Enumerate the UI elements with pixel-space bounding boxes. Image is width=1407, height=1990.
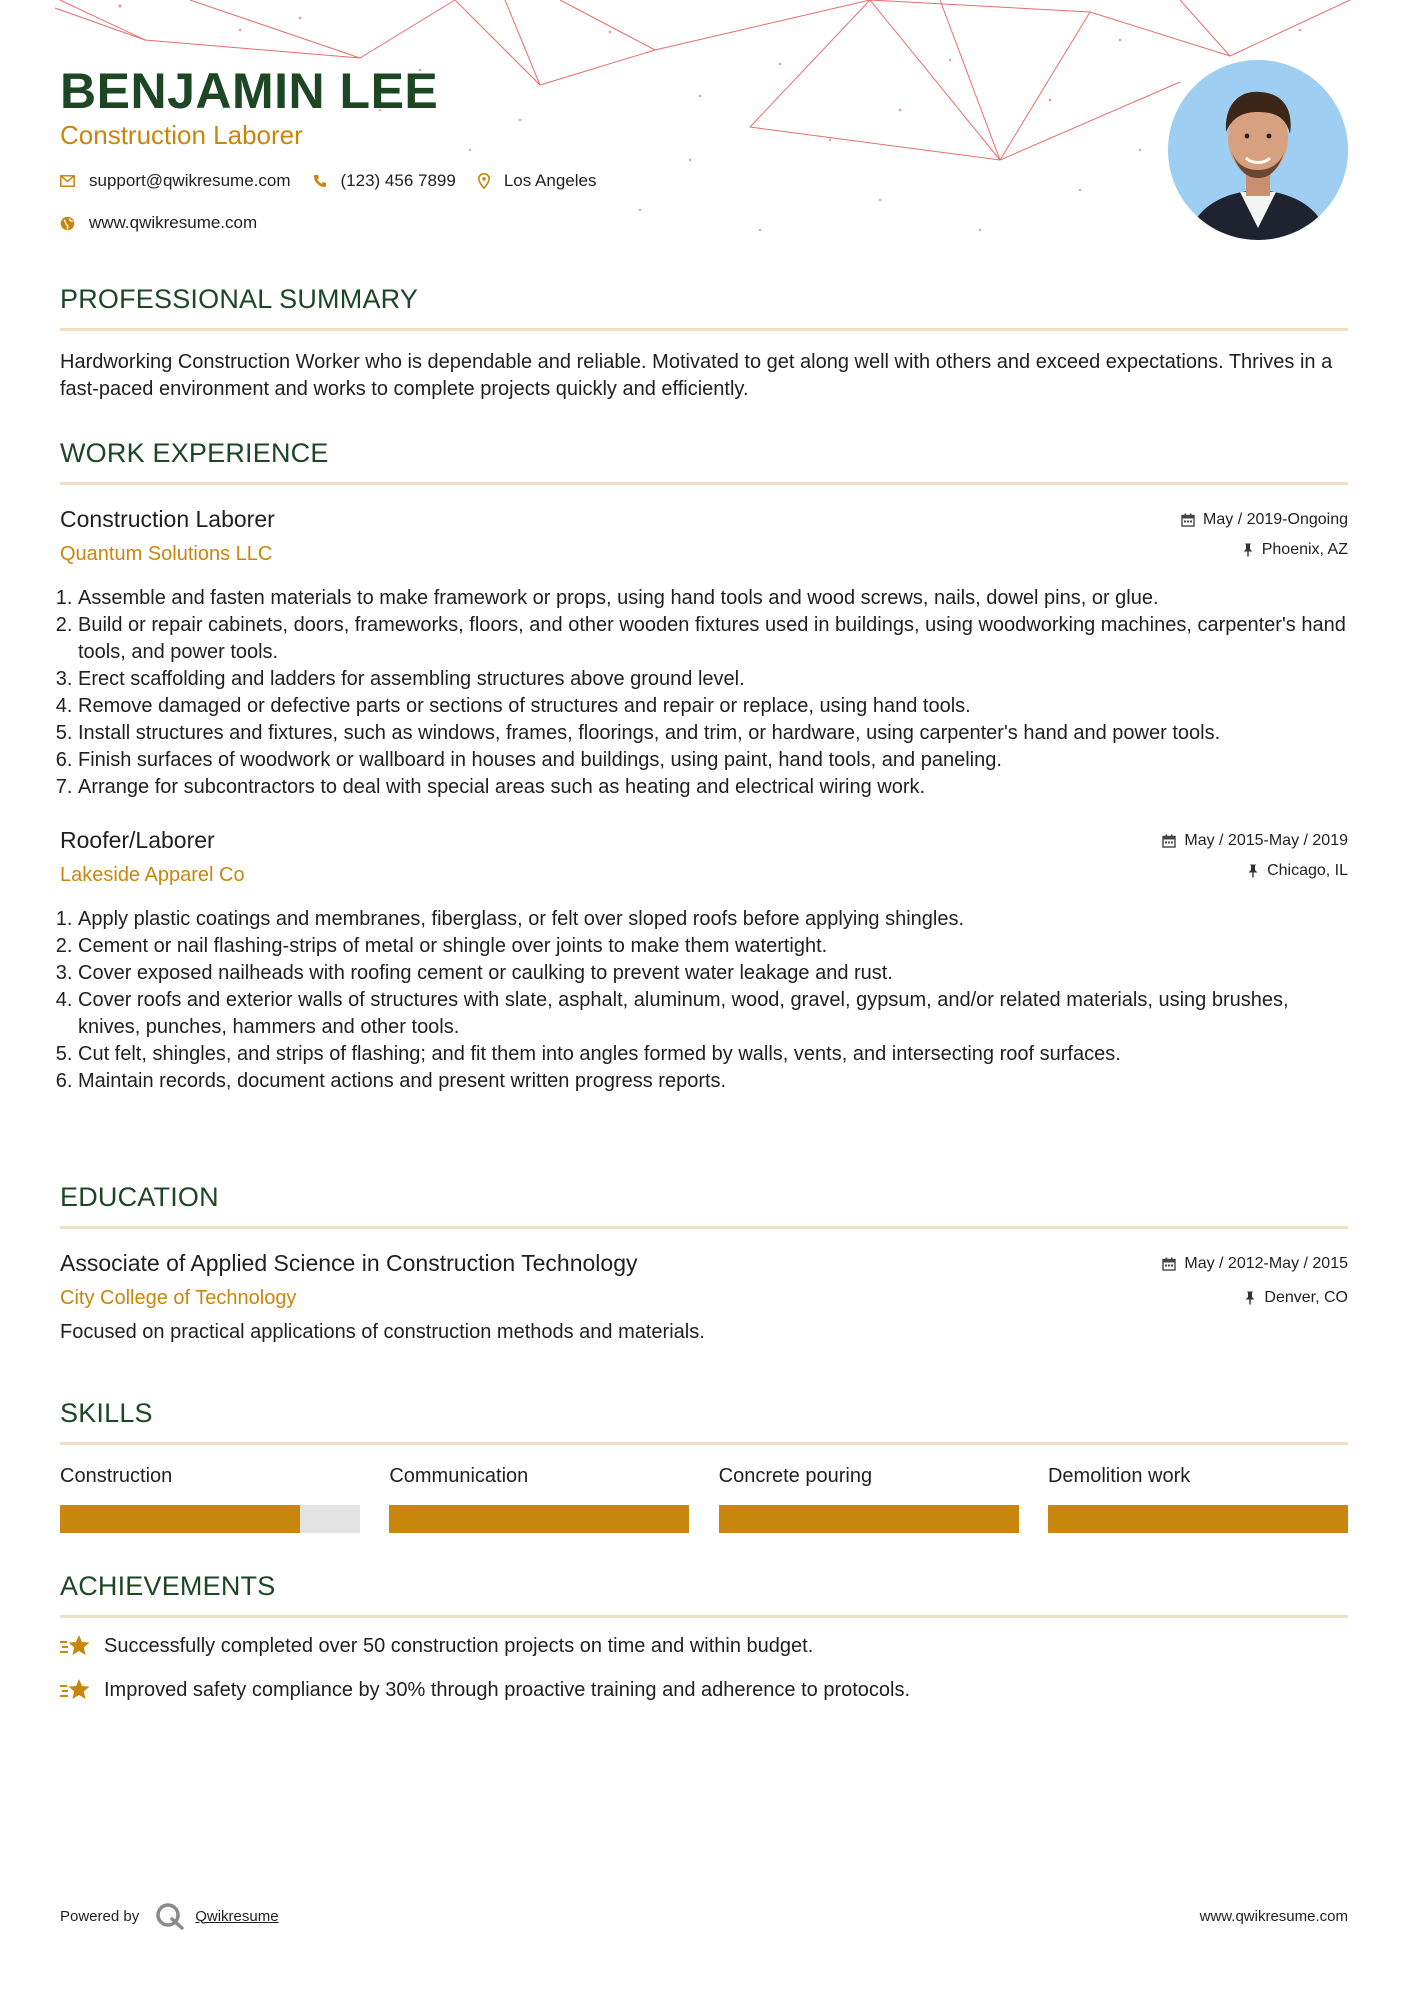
map-pin-icon xyxy=(478,173,490,189)
pushpin-icon xyxy=(1244,1291,1256,1305)
education-date xyxy=(1162,1253,1348,1275)
contact-email-text: support@qwikresume.com xyxy=(89,171,291,190)
education-degree: Associate of Applied Science in Construction Technology xyxy=(60,1250,638,1276)
skill-level-bar xyxy=(60,1505,360,1533)
list-item: 3. Erect scaffolding and ladders for assembling structures above ground level. xyxy=(78,666,1348,693)
list-item: 4. Remove damaged or defective parts or sections of structures and repair or replace, using hand tools. xyxy=(78,693,1348,720)
education-location-text: Denver, CO xyxy=(1264,1289,1348,1306)
skill-level-bar xyxy=(1048,1505,1348,1533)
section-heading-skills: SKILLS xyxy=(60,1398,153,1428)
list-item: 4. Cover roofs and exterior walls of structures with slate, asphalt, aluminum, wood, gravel, gypsum, and/or related materials, using brushes, knives, punches, hammers and other tools. xyxy=(78,987,1348,1041)
job-location xyxy=(1242,539,1348,561)
star-achievement-icon xyxy=(60,1677,92,1703)
job-date xyxy=(1162,830,1348,852)
contact-phone-text: (123) 456 7899 xyxy=(340,171,456,190)
job-duties-list xyxy=(60,585,1348,801)
contact-email[interactable] xyxy=(60,171,291,191)
skill-level-fill xyxy=(60,1505,300,1533)
education-school: City College of Technology xyxy=(60,1287,297,1309)
list-item: 5. Cut felt, shingles, and strips of flashing; and fit them into angles formed by walls, vents, and intersecting roof surfaces. xyxy=(78,1041,1348,1068)
skill-name: Concrete pouring xyxy=(718,1465,873,1487)
contact-location-text: Los Angeles xyxy=(503,171,597,190)
skill-name: Communication xyxy=(389,1465,529,1487)
job-company: Lakeside Apparel Co xyxy=(60,864,245,886)
candidate-title: Construction Laborer xyxy=(60,120,303,150)
skill-name: Demolition work xyxy=(1047,1465,1191,1487)
section-skills xyxy=(60,1396,1348,1533)
achievement-text: Improved safety compliance by 30% through proactive training and adherence to protocols. xyxy=(104,1679,911,1701)
contact-phone[interactable] xyxy=(313,171,456,191)
contact-row-primary xyxy=(60,171,618,191)
section-divider xyxy=(60,328,1348,331)
skill-name: Construction xyxy=(60,1465,173,1487)
section-heading-education: EDUCATION xyxy=(60,1182,219,1212)
footer xyxy=(60,1900,1348,1932)
contact-row-secondary xyxy=(60,213,279,233)
list-item: 1. Apply plastic coatings and membranes, fiberglass, or felt over sloped roofs before applying shingles. xyxy=(78,906,1348,933)
list-item: 7. Arrange for subcontractors to deal with special areas such as heating and electrical wiring work. xyxy=(78,774,1348,801)
list-item: 1. Assemble and fasten materials to make framework or props, using hand tools and wood screws, nails, dowel pins, or glue. xyxy=(78,585,1348,612)
contact-website-text: www.qwikresume.com xyxy=(89,213,258,232)
section-divider xyxy=(60,482,1348,485)
skill-level-fill xyxy=(719,1505,1019,1533)
list-item: 5. Install structures and fixtures, such as windows, frames, floorings, and trim, or hardware, using carpenter's hand and power tools. xyxy=(78,720,1348,747)
job-date xyxy=(1181,509,1348,531)
list-item: 6. Maintain records, document actions and present written progress reports. xyxy=(78,1068,1348,1095)
footer-url[interactable]: www.qwikresume.com xyxy=(1199,1907,1348,1925)
achievement-text: Successfully completed over 50 construction projects on time and within budget. xyxy=(104,1635,814,1657)
job-company: Quantum Solutions LLC xyxy=(60,543,273,565)
contact-location xyxy=(478,171,597,191)
qwikresume-link[interactable]: Qwikresume xyxy=(195,1907,279,1925)
list-item: 3. Cover exposed nailheads with roofing cement or caulking to prevent water leakage and rust. xyxy=(78,960,1348,987)
envelope-icon xyxy=(60,175,75,187)
education-description: Focused on practical applications of construction methods and materials. xyxy=(60,1321,705,1343)
list-item: 2. Cement or nail flashing-strips of metal or shingle over joints to make them watertight. xyxy=(78,933,1348,960)
profile-photo xyxy=(1168,60,1348,240)
skill-level-fill xyxy=(389,1505,689,1533)
education-entry-header xyxy=(60,1249,1348,1317)
list-item xyxy=(60,1632,1348,1660)
section-heading-experience: WORK EXPERIENCE xyxy=(60,438,329,468)
skills-grid xyxy=(60,1463,1348,1533)
star-achievement-icon xyxy=(60,1633,92,1659)
candidate-name: BENJAMIN LEE xyxy=(60,63,439,119)
skill-level-bar xyxy=(719,1505,1019,1533)
qwikresume-logo-icon xyxy=(155,1902,185,1930)
powered-by xyxy=(60,1902,279,1930)
section-heading-achievements: ACHIEVEMENTS xyxy=(60,1571,276,1601)
job-title: Roofer/Laborer xyxy=(60,827,215,853)
job-duties-list xyxy=(60,906,1348,1095)
calendar-icon xyxy=(1162,834,1176,848)
pushpin-icon xyxy=(1242,543,1254,557)
section-education xyxy=(60,1180,1348,1346)
job-location-text: Phoenix, AZ xyxy=(1261,541,1348,558)
globe-icon xyxy=(60,216,75,231)
avatar-person-illustration xyxy=(1168,60,1348,240)
skill-item xyxy=(719,1463,1019,1533)
job-location-text: Chicago, IL xyxy=(1267,862,1348,879)
job-date-text: May / 2015-May / 2019 xyxy=(1184,832,1348,849)
education-date-text: May / 2012-May / 2015 xyxy=(1184,1255,1348,1272)
section-divider xyxy=(60,1442,1348,1445)
job-entry xyxy=(60,826,1348,1095)
job-location xyxy=(1247,860,1348,882)
section-divider xyxy=(60,1615,1348,1618)
achievements-list xyxy=(60,1632,1348,1704)
job-header xyxy=(60,826,1348,894)
section-heading-summary: PROFESSIONAL SUMMARY xyxy=(60,284,419,314)
skill-level-bar xyxy=(389,1505,689,1533)
section-divider xyxy=(60,1226,1348,1229)
contact-website[interactable] xyxy=(60,213,257,233)
list-item: 6. Finish surfaces of woodwork or wallboard in houses and buildings, using paint, hand tools, and paneling. xyxy=(78,747,1348,774)
calendar-icon xyxy=(1162,1257,1176,1271)
skill-item xyxy=(389,1463,689,1533)
job-header xyxy=(60,505,1348,573)
phone-icon xyxy=(313,174,327,188)
education-location xyxy=(1244,1287,1348,1309)
job-title: Construction Laborer xyxy=(60,506,275,532)
powered-by-label: Powered by xyxy=(60,1907,140,1925)
list-item xyxy=(60,1676,1348,1704)
section-summary xyxy=(60,282,1348,403)
section-work-experience xyxy=(60,436,1348,1095)
calendar-icon xyxy=(1181,513,1195,527)
list-item: 2. Build or repair cabinets, doors, frameworks, floors, and other wooden fixtures used in buildings, using woodworking machines, carpenter's hand tools, and power tools. xyxy=(78,612,1348,666)
skill-item xyxy=(1048,1463,1348,1533)
job-date-text: May / 2019-Ongoing xyxy=(1203,511,1348,528)
job-entry xyxy=(60,505,1348,801)
skill-item xyxy=(60,1463,360,1533)
pushpin-icon xyxy=(1247,864,1259,878)
skill-level-fill xyxy=(1048,1505,1348,1533)
section-achievements xyxy=(60,1569,1348,1704)
summary-text: Hardworking Construction Worker who is dependable and reliable. Motivated to get along well with others and exceed expectations. Thrives in a fast-paced environment and works to complete projects quickly and efficiently. xyxy=(60,351,1333,400)
